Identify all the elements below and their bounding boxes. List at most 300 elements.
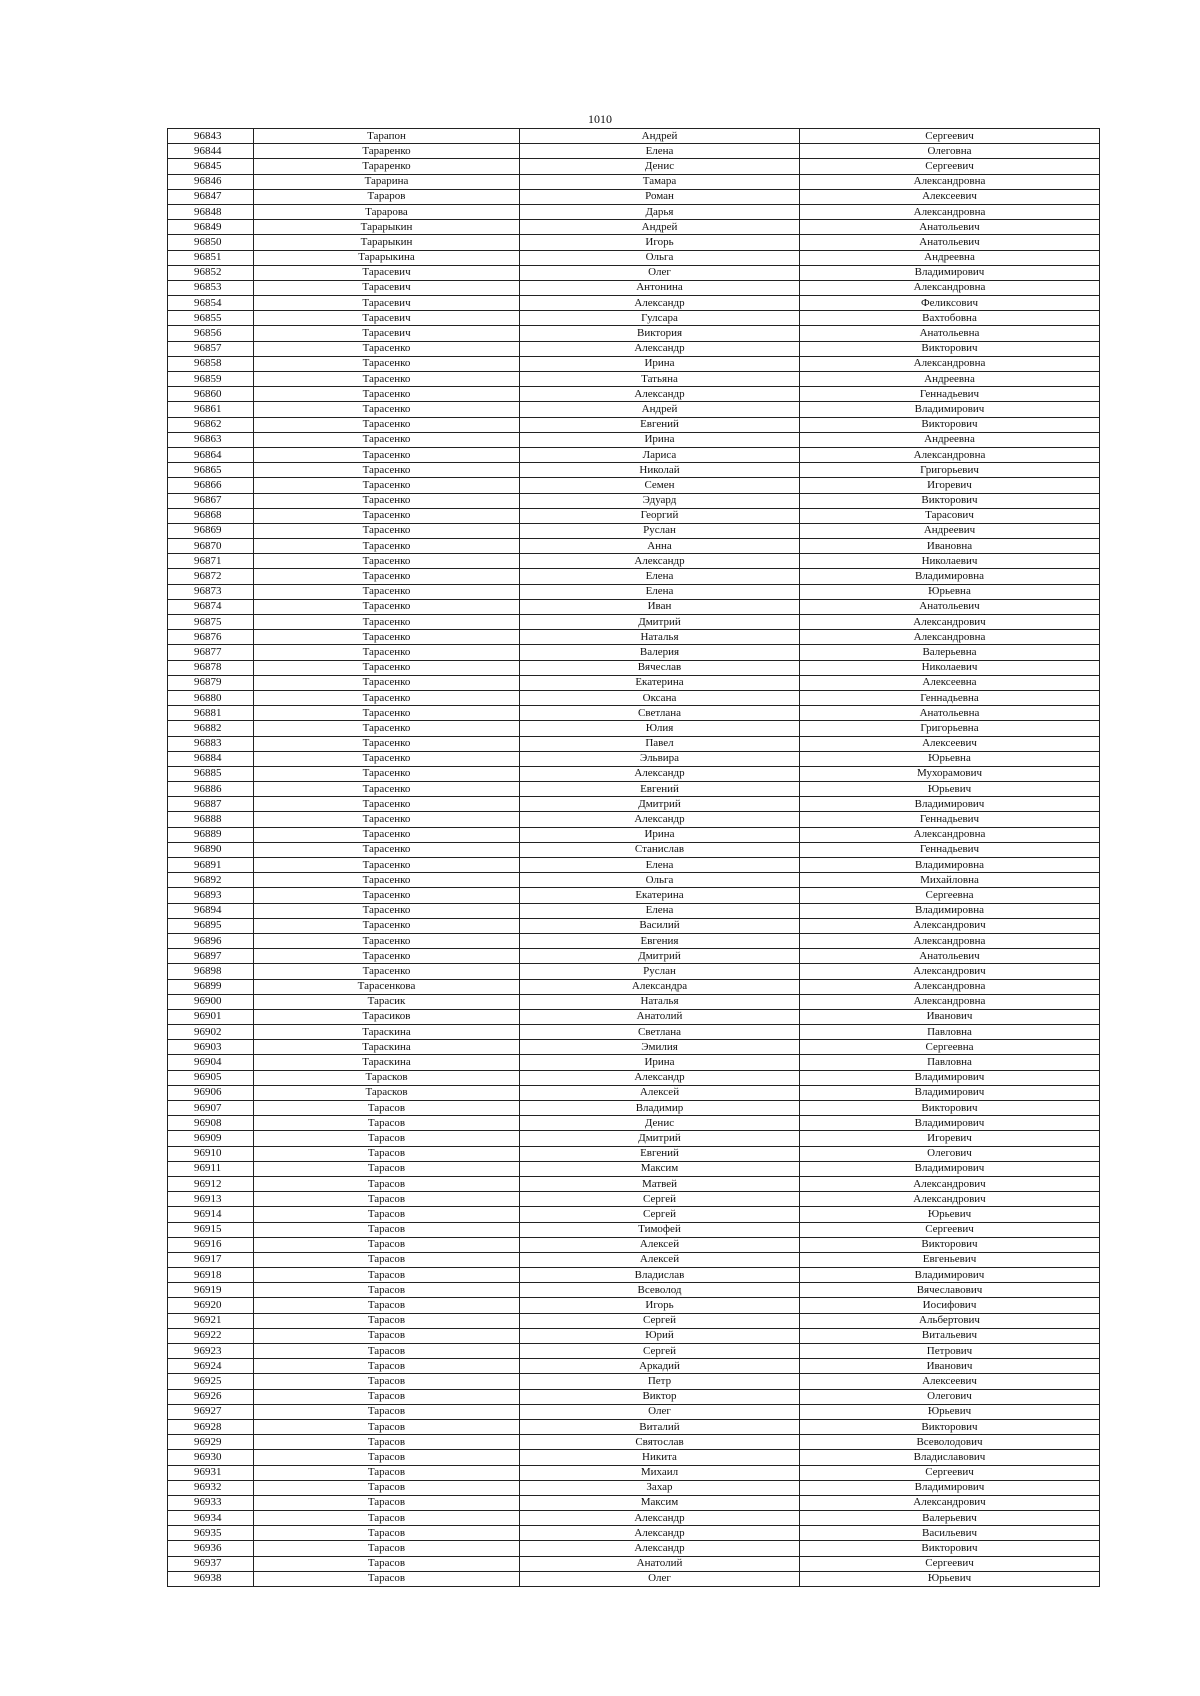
record-number-cell: 96852 — [168, 265, 254, 280]
record-number-cell: 96873 — [168, 584, 254, 599]
last-name-cell: Тарасевич — [254, 296, 520, 311]
record-number-cell: 96925 — [168, 1374, 254, 1389]
record-number-cell: 96844 — [168, 144, 254, 159]
last-name-cell: Тарасенко — [254, 645, 520, 660]
patronymic-cell: Николаевич — [800, 554, 1100, 569]
table-row — [168, 1161, 1100, 1176]
patronymic-cell: Алексеевна — [800, 675, 1100, 690]
patronymic-cell: Александровна — [800, 933, 1100, 948]
first-name-cell: Игорь — [520, 235, 800, 250]
table-row — [168, 903, 1100, 918]
table-row — [168, 1419, 1100, 1434]
record-number-cell: 96906 — [168, 1085, 254, 1100]
patronymic-cell: Андреевна — [800, 372, 1100, 387]
table-row — [168, 554, 1100, 569]
last-name-cell: Тарасенко — [254, 478, 520, 493]
last-name-cell: Тарасиков — [254, 1009, 520, 1024]
last-name-cell: Тарасов — [254, 1404, 520, 1419]
record-number-cell: 96920 — [168, 1298, 254, 1313]
first-name-cell: Александр — [520, 554, 800, 569]
table-row — [168, 1252, 1100, 1267]
table-row — [168, 478, 1100, 493]
patronymic-cell: Алексеевич — [800, 189, 1100, 204]
patronymic-cell: Тарасович — [800, 508, 1100, 523]
first-name-cell: Олег — [520, 1571, 800, 1586]
record-number-cell: 96922 — [168, 1328, 254, 1343]
patronymic-cell: Викторович — [800, 417, 1100, 432]
patronymic-cell: Владимирович — [800, 265, 1100, 280]
last-name-cell: Тарасенко — [254, 508, 520, 523]
first-name-cell: Вячеслав — [520, 660, 800, 675]
record-number-cell: 96881 — [168, 706, 254, 721]
patronymic-cell: Феликсович — [800, 296, 1100, 311]
first-name-cell: Елена — [520, 858, 800, 873]
record-number-cell: 96916 — [168, 1237, 254, 1252]
record-number-cell: 96874 — [168, 599, 254, 614]
first-name-cell: Тимофей — [520, 1222, 800, 1237]
record-number-cell: 96933 — [168, 1495, 254, 1510]
patronymic-cell: Андреевна — [800, 250, 1100, 265]
last-name-cell: Тарасов — [254, 1374, 520, 1389]
first-name-cell: Елена — [520, 584, 800, 599]
first-name-cell: Елена — [520, 569, 800, 584]
record-number-cell: 96882 — [168, 721, 254, 736]
last-name-cell: Тарарыкина — [254, 250, 520, 265]
table-row — [168, 1298, 1100, 1313]
patronymic-cell: Александровна — [800, 630, 1100, 645]
last-name-cell: Тарасов — [254, 1146, 520, 1161]
record-number-cell: 96924 — [168, 1359, 254, 1374]
record-number-cell: 96870 — [168, 539, 254, 554]
record-number-cell: 96864 — [168, 447, 254, 462]
last-name-cell: Тарасов — [254, 1359, 520, 1374]
last-name-cell: Тарасенко — [254, 858, 520, 873]
patronymic-cell: Павловна — [800, 1025, 1100, 1040]
last-name-cell: Тарасевич — [254, 311, 520, 326]
first-name-cell: Сергей — [520, 1192, 800, 1207]
patronymic-cell: Вахтобовна — [800, 311, 1100, 326]
patronymic-cell: Анатольевич — [800, 235, 1100, 250]
record-number-cell: 96858 — [168, 356, 254, 371]
last-name-cell: Тарасов — [254, 1344, 520, 1359]
record-number-cell: 96915 — [168, 1222, 254, 1237]
last-name-cell: Тарасевич — [254, 326, 520, 341]
table-row — [168, 1283, 1100, 1298]
table-row — [168, 736, 1100, 751]
first-name-cell: Александр — [520, 296, 800, 311]
patronymic-cell: Александровна — [800, 979, 1100, 994]
first-name-cell: Елена — [520, 903, 800, 918]
patronymic-cell: Владимирович — [800, 797, 1100, 812]
register-body — [168, 129, 1100, 1587]
patronymic-cell: Геннадьевич — [800, 387, 1100, 402]
patronymic-cell: Геннадьевич — [800, 842, 1100, 857]
first-name-cell: Виктор — [520, 1389, 800, 1404]
record-number-cell: 96917 — [168, 1252, 254, 1267]
first-name-cell: Олег — [520, 265, 800, 280]
patronymic-cell: Юрьевна — [800, 751, 1100, 766]
patronymic-cell: Геннадьевич — [800, 812, 1100, 827]
first-name-cell: Ирина — [520, 1055, 800, 1070]
first-name-cell: Анна — [520, 539, 800, 554]
record-number-cell: 96936 — [168, 1541, 254, 1556]
record-number-cell: 96866 — [168, 478, 254, 493]
table-row — [168, 1207, 1100, 1222]
table-row — [168, 250, 1100, 265]
table-row — [168, 706, 1100, 721]
record-number-cell: 96853 — [168, 280, 254, 295]
patronymic-cell: Александрович — [800, 918, 1100, 933]
last-name-cell: Тарасов — [254, 1101, 520, 1116]
first-name-cell: Святослав — [520, 1435, 800, 1450]
patronymic-cell: Игоревич — [800, 478, 1100, 493]
table-row — [168, 508, 1100, 523]
last-name-cell: Тарасенко — [254, 949, 520, 964]
patronymic-cell: Сергеевич — [800, 129, 1100, 144]
last-name-cell: Тарасенко — [254, 933, 520, 948]
patronymic-cell: Иванович — [800, 1359, 1100, 1374]
first-name-cell: Сергей — [520, 1344, 800, 1359]
patronymic-cell: Мухорамович — [800, 766, 1100, 781]
patronymic-cell: Михайловна — [800, 873, 1100, 888]
name-register-table — [167, 128, 1100, 1587]
table-row — [168, 1192, 1100, 1207]
patronymic-cell: Владимировна — [800, 858, 1100, 873]
record-number-cell: 96884 — [168, 751, 254, 766]
patronymic-cell: Евгеньевич — [800, 1252, 1100, 1267]
table-row — [168, 1359, 1100, 1374]
patronymic-cell: Владимирович — [800, 1085, 1100, 1100]
table-row — [168, 341, 1100, 356]
last-name-cell: Тарасенко — [254, 888, 520, 903]
patronymic-cell: Григорьевна — [800, 721, 1100, 736]
page-number: 1010 — [588, 112, 612, 126]
first-name-cell: Ольга — [520, 250, 800, 265]
record-number-cell: 96931 — [168, 1465, 254, 1480]
record-number-cell: 96894 — [168, 903, 254, 918]
first-name-cell: Анатолий — [520, 1009, 800, 1024]
last-name-cell: Тарасов — [254, 1237, 520, 1252]
patronymic-cell: Геннадьевна — [800, 690, 1100, 705]
patronymic-cell: Владимирович — [800, 1116, 1100, 1131]
record-number-cell: 96867 — [168, 493, 254, 508]
patronymic-cell: Всеволодович — [800, 1435, 1100, 1450]
first-name-cell: Антонина — [520, 280, 800, 295]
last-name-cell: Тарасенкова — [254, 979, 520, 994]
record-number-cell: 96887 — [168, 797, 254, 812]
first-name-cell: Всеволод — [520, 1283, 800, 1298]
patronymic-cell: Александровна — [800, 204, 1100, 219]
patronymic-cell: Александрович — [800, 1192, 1100, 1207]
record-number-cell: 96903 — [168, 1040, 254, 1055]
table-row — [168, 933, 1100, 948]
record-number-cell: 96859 — [168, 372, 254, 387]
patronymic-cell: Александрович — [800, 615, 1100, 630]
record-number-cell: 96932 — [168, 1480, 254, 1495]
record-number-cell: 96912 — [168, 1176, 254, 1191]
last-name-cell: Тарасенко — [254, 751, 520, 766]
table-row — [168, 782, 1100, 797]
table-row — [168, 827, 1100, 842]
record-number-cell: 96876 — [168, 630, 254, 645]
table-row — [168, 1131, 1100, 1146]
first-name-cell: Эмилия — [520, 1040, 800, 1055]
patronymic-cell: Викторович — [800, 1237, 1100, 1252]
first-name-cell: Семен — [520, 478, 800, 493]
table-row — [168, 1237, 1100, 1252]
patronymic-cell: Юрьевич — [800, 1571, 1100, 1586]
first-name-cell: Дмитрий — [520, 949, 800, 964]
record-number-cell: 96918 — [168, 1268, 254, 1283]
table-row — [168, 615, 1100, 630]
patronymic-cell: Викторович — [800, 493, 1100, 508]
last-name-cell: Тарасов — [254, 1328, 520, 1343]
patronymic-cell: Викторович — [800, 341, 1100, 356]
record-number-cell: 96895 — [168, 918, 254, 933]
table-row — [168, 326, 1100, 341]
table-row — [168, 1085, 1100, 1100]
record-number-cell: 96913 — [168, 1192, 254, 1207]
table-row — [168, 1495, 1100, 1510]
patronymic-cell: Анатольевич — [800, 949, 1100, 964]
patronymic-cell: Петрович — [800, 1344, 1100, 1359]
last-name-cell: Тарасов — [254, 1116, 520, 1131]
first-name-cell: Юрий — [520, 1328, 800, 1343]
table-row — [168, 447, 1100, 462]
first-name-cell: Евгений — [520, 1146, 800, 1161]
first-name-cell: Евгений — [520, 782, 800, 797]
table-row — [168, 584, 1100, 599]
table-row — [168, 645, 1100, 660]
table-row — [168, 690, 1100, 705]
record-number-cell: 96901 — [168, 1009, 254, 1024]
last-name-cell: Тарасов — [254, 1541, 520, 1556]
patronymic-cell: Сергеевич — [800, 1465, 1100, 1480]
patronymic-cell: Юрьевна — [800, 584, 1100, 599]
patronymic-cell: Альбертович — [800, 1313, 1100, 1328]
table-row — [168, 873, 1100, 888]
patronymic-cell: Юрьевич — [800, 1404, 1100, 1419]
patronymic-cell: Андреевич — [800, 523, 1100, 538]
first-name-cell: Александр — [520, 812, 800, 827]
first-name-cell: Максим — [520, 1161, 800, 1176]
first-name-cell: Петр — [520, 1374, 800, 1389]
first-name-cell: Захар — [520, 1480, 800, 1495]
record-number-cell: 96847 — [168, 189, 254, 204]
last-name-cell: Тарасевич — [254, 280, 520, 295]
record-number-cell: 96938 — [168, 1571, 254, 1586]
first-name-cell: Юлия — [520, 721, 800, 736]
table-row — [168, 1313, 1100, 1328]
patronymic-cell: Анатольевна — [800, 326, 1100, 341]
record-number-cell: 96862 — [168, 417, 254, 432]
patronymic-cell: Сергеевич — [800, 159, 1100, 174]
last-name-cell: Тарасенко — [254, 615, 520, 630]
first-name-cell: Светлана — [520, 1025, 800, 1040]
table-row — [168, 402, 1100, 417]
patronymic-cell: Валерьевич — [800, 1511, 1100, 1526]
first-name-cell: Дмитрий — [520, 615, 800, 630]
first-name-cell: Сергей — [520, 1313, 800, 1328]
first-name-cell: Елена — [520, 144, 800, 159]
last-name-cell: Тарасенко — [254, 493, 520, 508]
patronymic-cell: Олегович — [800, 1146, 1100, 1161]
table-row — [168, 842, 1100, 857]
first-name-cell: Денис — [520, 1116, 800, 1131]
table-row — [168, 1374, 1100, 1389]
record-number-cell: 96908 — [168, 1116, 254, 1131]
first-name-cell: Виктория — [520, 326, 800, 341]
table-row — [168, 387, 1100, 402]
first-name-cell: Владислав — [520, 1268, 800, 1283]
record-number-cell: 96909 — [168, 1131, 254, 1146]
first-name-cell: Матвей — [520, 1176, 800, 1191]
patronymic-cell: Витальевич — [800, 1328, 1100, 1343]
table-row — [168, 235, 1100, 250]
table-row — [168, 979, 1100, 994]
record-number-cell: 96896 — [168, 933, 254, 948]
table-row — [168, 463, 1100, 478]
last-name-cell: Тарарова — [254, 204, 520, 219]
first-name-cell: Игорь — [520, 1298, 800, 1313]
last-name-cell: Тарасов — [254, 1389, 520, 1404]
record-number-cell: 96935 — [168, 1526, 254, 1541]
last-name-cell: Тарасов — [254, 1268, 520, 1283]
record-number-cell: 96911 — [168, 1161, 254, 1176]
last-name-cell: Тарасов — [254, 1192, 520, 1207]
first-name-cell: Руслан — [520, 523, 800, 538]
record-number-cell: 96928 — [168, 1419, 254, 1434]
last-name-cell: Тарасенко — [254, 736, 520, 751]
first-name-cell: Никита — [520, 1450, 800, 1465]
table-row — [168, 1009, 1100, 1024]
record-number-cell: 96877 — [168, 645, 254, 660]
record-number-cell: 96861 — [168, 402, 254, 417]
first-name-cell: Станислав — [520, 842, 800, 857]
last-name-cell: Тарасов — [254, 1283, 520, 1298]
last-name-cell: Тарасенко — [254, 372, 520, 387]
table-row — [168, 159, 1100, 174]
last-name-cell: Тараренко — [254, 144, 520, 159]
first-name-cell: Александр — [520, 387, 800, 402]
first-name-cell: Владимир — [520, 1101, 800, 1116]
record-number-cell: 96846 — [168, 174, 254, 189]
last-name-cell: Тарасов — [254, 1419, 520, 1434]
first-name-cell: Ольга — [520, 873, 800, 888]
patronymic-cell: Викторович — [800, 1419, 1100, 1434]
first-name-cell: Георгий — [520, 508, 800, 523]
patronymic-cell: Александровна — [800, 994, 1100, 1009]
record-number-cell: 96905 — [168, 1070, 254, 1085]
last-name-cell: Тарасенко — [254, 463, 520, 478]
first-name-cell: Наталья — [520, 994, 800, 1009]
first-name-cell: Виталий — [520, 1419, 800, 1434]
first-name-cell: Валерия — [520, 645, 800, 660]
first-name-cell: Екатерина — [520, 888, 800, 903]
record-number-cell: 96850 — [168, 235, 254, 250]
table-row — [168, 1511, 1100, 1526]
last-name-cell: Тарасенко — [254, 797, 520, 812]
first-name-cell: Андрей — [520, 402, 800, 417]
last-name-cell: Тарасов — [254, 1495, 520, 1510]
patronymic-cell: Александровна — [800, 447, 1100, 462]
patronymic-cell: Владимирович — [800, 1268, 1100, 1283]
record-number-cell: 96899 — [168, 979, 254, 994]
first-name-cell: Максим — [520, 1495, 800, 1510]
table-row — [168, 1571, 1100, 1586]
record-number-cell: 96892 — [168, 873, 254, 888]
patronymic-cell: Александрович — [800, 1495, 1100, 1510]
last-name-cell: Тарарина — [254, 174, 520, 189]
last-name-cell: Тарасов — [254, 1435, 520, 1450]
last-name-cell: Тарасенко — [254, 964, 520, 979]
last-name-cell: Тарасенко — [254, 782, 520, 797]
first-name-cell: Лариса — [520, 447, 800, 462]
patronymic-cell: Юрьевич — [800, 782, 1100, 797]
patronymic-cell: Владимирович — [800, 1480, 1100, 1495]
record-number-cell: 96893 — [168, 888, 254, 903]
first-name-cell: Тамара — [520, 174, 800, 189]
table-row — [168, 569, 1100, 584]
first-name-cell: Роман — [520, 189, 800, 204]
table-row — [168, 523, 1100, 538]
table-row — [168, 964, 1100, 979]
last-name-cell: Тарасов — [254, 1161, 520, 1176]
record-number-cell: 96921 — [168, 1313, 254, 1328]
patronymic-cell: Александровна — [800, 827, 1100, 842]
table-row — [168, 1389, 1100, 1404]
first-name-cell: Ирина — [520, 356, 800, 371]
table-row — [168, 372, 1100, 387]
record-number-cell: 96889 — [168, 827, 254, 842]
patronymic-cell: Сергеевич — [800, 1556, 1100, 1571]
record-number-cell: 96878 — [168, 660, 254, 675]
last-name-cell: Тарасенко — [254, 523, 520, 538]
patronymic-cell: Ивановна — [800, 539, 1100, 554]
table-row — [168, 1526, 1100, 1541]
record-number-cell: 96863 — [168, 432, 254, 447]
last-name-cell: Тарасов — [254, 1511, 520, 1526]
patronymic-cell: Александровна — [800, 356, 1100, 371]
patronymic-cell: Александровна — [800, 280, 1100, 295]
record-number-cell: 96872 — [168, 569, 254, 584]
patronymic-cell: Александрович — [800, 964, 1100, 979]
first-name-cell: Евгений — [520, 417, 800, 432]
patronymic-cell: Алексеевич — [800, 736, 1100, 751]
record-number-cell: 96860 — [168, 387, 254, 402]
last-name-cell: Тарасов — [254, 1526, 520, 1541]
first-name-cell: Эдуард — [520, 493, 800, 508]
patronymic-cell: Анатольевич — [800, 220, 1100, 235]
last-name-cell: Тарасенко — [254, 569, 520, 584]
patronymic-cell: Сергеевна — [800, 888, 1100, 903]
patronymic-cell: Сергеевна — [800, 1040, 1100, 1055]
last-name-cell: Тарасенко — [254, 842, 520, 857]
first-name-cell: Александр — [520, 1526, 800, 1541]
table-row — [168, 949, 1100, 964]
last-name-cell: Тарасов — [254, 1207, 520, 1222]
last-name-cell: Тарасенко — [254, 356, 520, 371]
table-row — [168, 1070, 1100, 1085]
table-row — [168, 1025, 1100, 1040]
table-row — [168, 265, 1100, 280]
patronymic-cell: Олегович — [800, 1389, 1100, 1404]
first-name-cell: Иван — [520, 599, 800, 614]
table-row — [168, 1146, 1100, 1161]
last-name-cell: Тарасенко — [254, 812, 520, 827]
record-number-cell: 96900 — [168, 994, 254, 1009]
first-name-cell: Наталья — [520, 630, 800, 645]
